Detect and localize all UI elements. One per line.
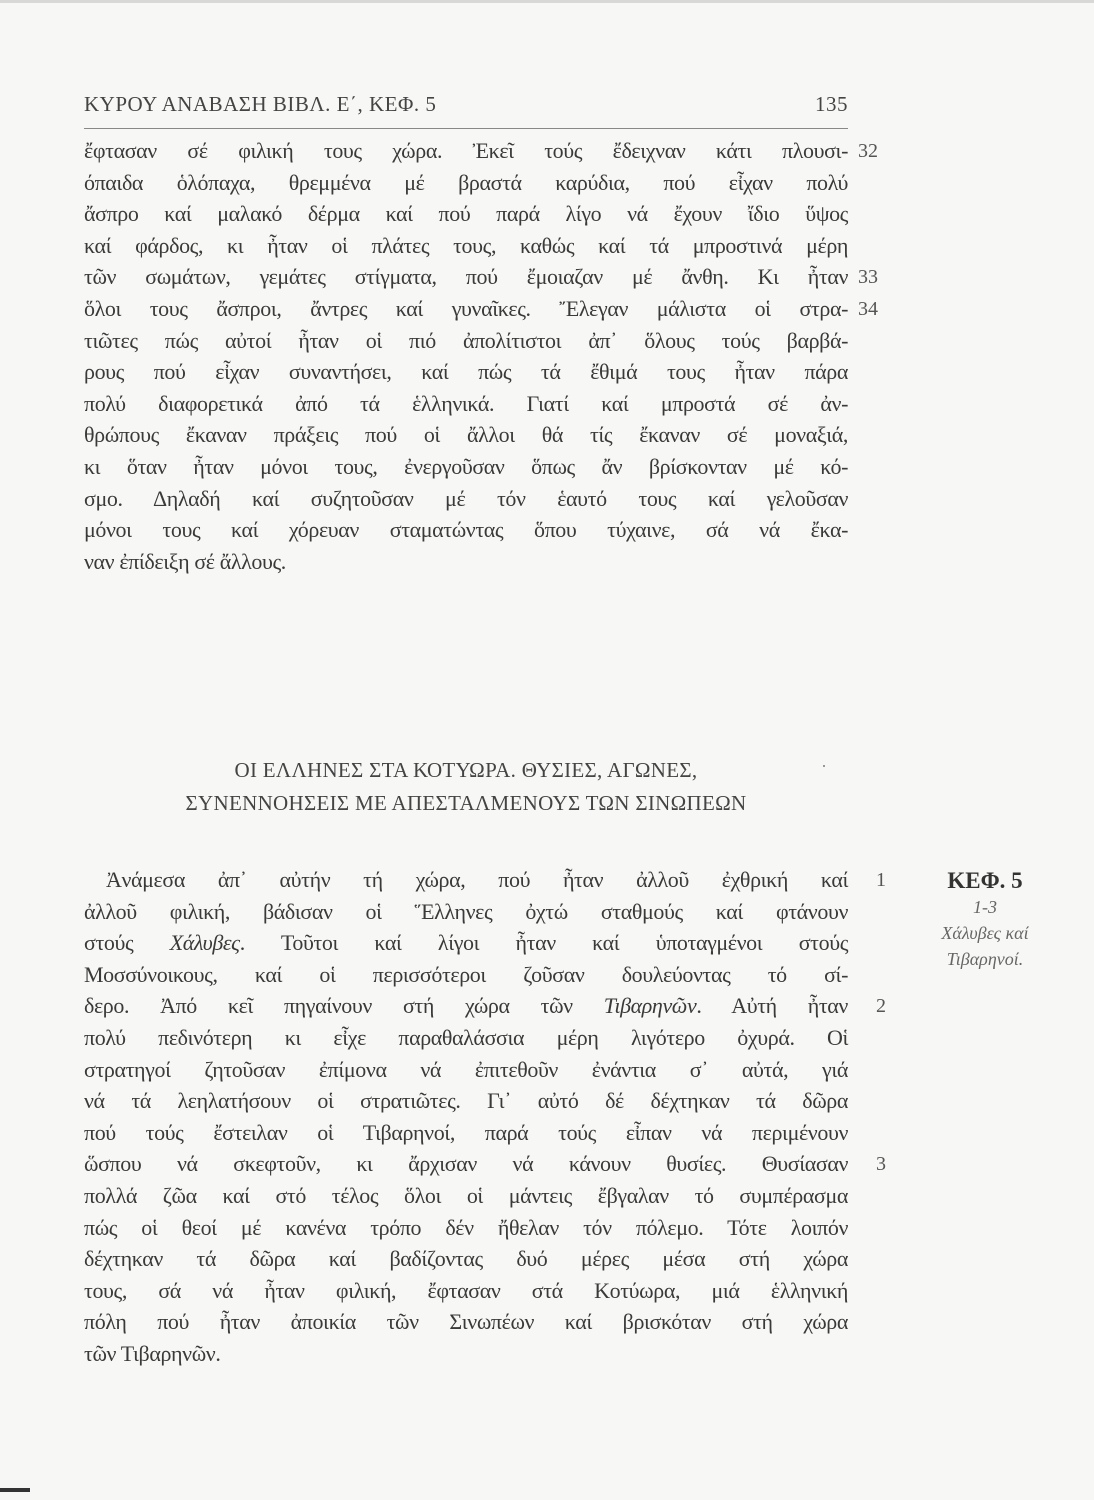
text-line: τῶν Τιβαρηνῶν. (84, 1341, 221, 1366)
text-line: πώς οἱ θεοί μέ κανένα τρόπο δέν ἤθελαν τόν πόλεμο. Τότε λοιπόν (84, 1214, 848, 1240)
scan-speck (823, 765, 825, 767)
section-heading-line-2: ΣΥΝΕΝΝΟΗΣΕΙΣ ΜΕ ΑΠΕΣΤΑΛΜΕΝΟΥΣ ΤΩΝ ΣΙΝΩΠΕΩΝ (185, 791, 747, 815)
text-line: ὥσπου νά σκεφτοῦν, κι ἄρχισαν νά κάνουν θυσίες. Θυσίασαν (84, 1151, 848, 1177)
text-line: στρατηγοί ζητοῦσαν ἐπίμονα νά ἐπιτεθοῦν ἐνάντια σ᾿ αὐτά, γιά (84, 1056, 848, 1082)
running-title: ΚΥΡΟΥ ΑΝΑΒΑΣΗ ΒΙΒΛ. Ε΄, ΚΕΦ. 5 (84, 92, 437, 116)
text-line: τῶν σωμάτων, γεμάτες στίγματα, πού ἔμοιαζαν μέ ἄνθη. Κι ἦταν (84, 264, 848, 290)
sidenote-topic-1: Χάλυβες καί (941, 923, 1029, 943)
sidenote-topic-2: Τιβαρηνοί. (946, 949, 1024, 969)
text-line: ρους πού εἶχαν συναντήσει, καί πώς τά ἔθιμά τους ἦταν πάρα (84, 359, 848, 385)
running-header (84, 92, 848, 122)
scan-corner-mark (0, 1488, 30, 1492)
text-line: μόνοι τους καί χόρευαν σταματώντας ὅπου τύχαινε, σά νά ἔκα- (84, 517, 848, 543)
text-line: Μοσσύνοικους, καί οἱ περισσότεροι ζοῦσαν δουλεύοντας τό σί- (84, 961, 848, 987)
text-line: πού τούς ἔστειλαν οἱ Τιβαρηνοί, παρά τούς εἶπαν νά περιμένουν (84, 1119, 848, 1145)
text-line: σμο. Δηλαδή καί συζητοῦσαν μέ τόν ἑαυτό τους καί γελοῦσαν (84, 485, 848, 511)
text-line: νά τά λεηλατήσουν οἱ στρατιῶτες. Γι᾿ αὐτό δέ δέχτηκαν τά δῶρα (84, 1088, 848, 1114)
section-number: 2 (876, 995, 886, 1018)
page-number: 135 (815, 92, 848, 116)
header-rule (84, 128, 848, 129)
text-line: κι ὅταν ἦταν μόνοι τους, ἐνεργοῦσαν ὅπως ἄν βρίσκονταν μέ κό- (84, 454, 848, 479)
text-line: ἀλλοῦ φιλική, βάδισαν οἱ Ἕλληνες ὀχτώ σταθμούς καί φτάνουν (84, 898, 848, 924)
section-heading-line-1: ΟΙ ΕΛΛΗΝΕΣ ΣΤΑ ΚΟΤΥΩΡΑ. ΘΥΣΙΕΣ, ΑΓΩΝΕΣ, (234, 758, 698, 782)
text-line: τιῶτες πώς αὐτοί ἦταν οἱ πιό ἀπολίτιστοι ἀπ᾿ ὅλους τούς βαρβά- (84, 327, 848, 353)
text-line: όπαιδα ὁλόπαχα, θρεμμένα μέ βραστά καρύδια, πού εἶχαν πολύ (84, 169, 848, 195)
text-line: δέχτηκαν τά δῶρα καί βαδίζοντας δυό μέρες μέσα στή χώρα (84, 1246, 848, 1272)
scan-edge (0, 0, 1094, 3)
section-number: 3 (876, 1153, 886, 1176)
text-line: πολλά ζῶα καί στό τέλος ὅλοι οἱ μάντεις ἔβγαλαν τό συμπέρασμα (84, 1183, 848, 1208)
text-line: Ἀνάμεσα ἀπ᾿ αὐτήν τή χώρα, πού ἦταν ἀλλοῦ ἐχθρική καί (106, 867, 848, 892)
text-line: πολύ πεδινότερη κι εἶχε παραθαλάσσια μέρη λιγότερο ὀχυρά. Οἱ (84, 1025, 848, 1050)
text-line: ἄσπρο καί μαλακό δέρμα καί πού παρά λίγο νά ἔχουν ἴδιο ὕψος (84, 201, 848, 227)
text-line: ναν ἐπίδειξη σέ ἄλλους. (84, 548, 286, 574)
text-line: καί φάρδος, κι ἦταν οἱ πλάτες τους, καθώς καί τά μπροστινά μέρη (84, 232, 848, 258)
section-number: 1 (876, 869, 886, 891)
text-line: δερο. Ἀπό κεῖ πηγαίνουν στή χώρα τῶν Τιβαρηνῶν. Αὐτή ἦταν (84, 993, 848, 1019)
margin-sidenote (915, 868, 1055, 972)
text-line: ὅλοι τους ἄσπροι, ἄντρες καί γυναῖκες. Ἔλεγαν μάλιστα οἱ στρα- (84, 296, 848, 321)
text-line: στούς Χάλυβες. Τοῦτοι καί λίγοι ἦταν καί ὑποταγμένοι στούς (84, 930, 849, 956)
section-number: 34 (858, 298, 878, 320)
text-line: ἔφτασαν σέ φιλική τους χώρα. Ἐκεῖ τούς ἔδειχναν κάτι πλουσι- (84, 138, 848, 163)
text-line: πολύ διαφορετικά ἀπό τά ἑλληνικά. Γιατί καί μπροστά σέ ἀν- (84, 390, 848, 416)
text-line: τους, σά νά ἦταν φιλική, ἔφτασαν στά Κοτύωρα, μιά ἑλληνική (84, 1277, 848, 1303)
section-number: 33 (858, 266, 878, 289)
sidenote-range: 1-3 (973, 897, 997, 917)
sidenote-chapter: ΚΕΦ. 5 (947, 868, 1023, 893)
section-number: 32 (858, 140, 878, 162)
text-line: θρώπους ἔκαναν πράξεις πού οἱ ἄλλοι θά τίς ἔκαναν σέ μοναξιά, (84, 422, 848, 448)
text-line: πόλη πού ἦταν ἀποικία τῶν Σινωπέων καί βρισκόταν στή χώρα (84, 1309, 848, 1335)
